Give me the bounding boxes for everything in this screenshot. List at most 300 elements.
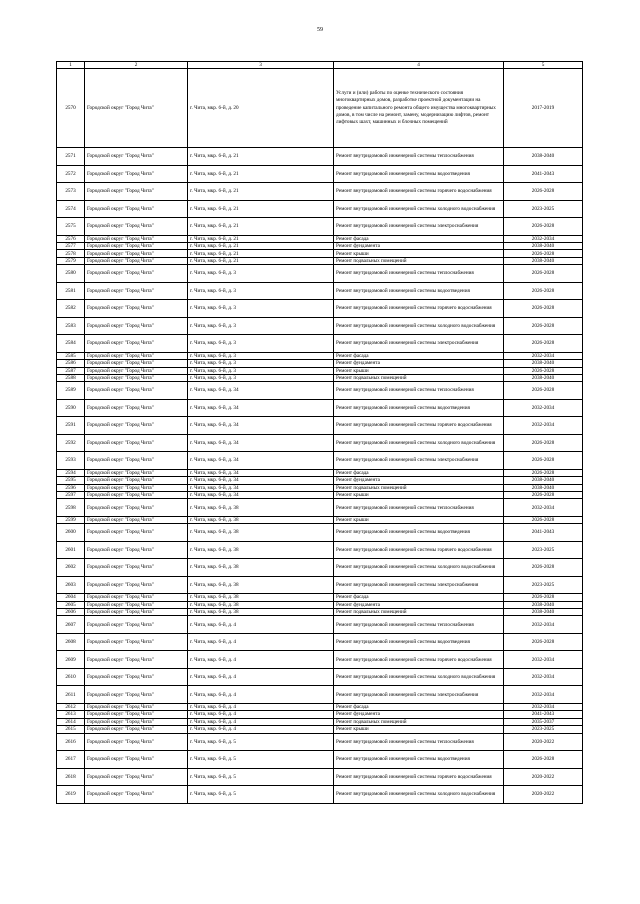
municipality-cell: Городской округ "Город Чита" [85,601,188,608]
row-number-cell: 2595 [57,477,85,484]
table-row [57,374,583,381]
period-cell: 2026-2028 [504,594,583,601]
municipality-cell: Городской округ "Город Чита" [85,360,188,367]
municipality-cell: Городской округ "Город Чита" [85,492,188,499]
period-cell: 2032-2034 [504,352,583,359]
address-cell: г. Чита, мкр. 6-й, д. 4 [188,616,334,634]
row-number-cell: 2605 [57,601,85,608]
row-number-cell: 2616 [57,733,85,751]
work-type-cell: Ремонт фундамента [334,477,504,484]
table-row [57,668,583,686]
row-number-cell: 2613 [57,711,85,718]
row-number-cell: 2576 [57,235,85,242]
municipality-cell: Городской округ "Город Чита" [85,257,188,264]
row-number-cell: 2609 [57,651,85,669]
work-type-cell: Ремонт внутридомовой инженерной системы холодного водоснабжения [334,434,504,452]
period-cell: 2026-2028 [504,250,583,257]
period-cell: 2026-2028 [504,434,583,452]
address-cell: г. Чита, мкр. 6-й, д. 38 [188,499,334,517]
municipality-cell: Городской округ "Город Чита" [85,524,188,542]
work-type-cell: Ремонт внутридомовой инженерной системы горячего водоснабжения [334,300,504,318]
address-cell: г. Чита, мкр. 6-й, д. 4 [188,686,334,704]
period-cell: 2032-2034 [504,668,583,686]
table-row [57,726,583,733]
row-number-cell: 2617 [57,751,85,769]
address-cell: г. Чита, мкр. 6-й, д. 21 [188,243,334,250]
work-type-cell: Ремонт фундамента [334,243,504,250]
address-cell: г. Чита, мкр. 6-й, д. 3 [188,300,334,318]
table-row [57,399,583,417]
address-cell: г. Чита, мкр. 6-й, д. 3 [188,317,334,335]
municipality-cell: Городской округ "Город Чита" [85,686,188,704]
page-number: 59 [317,27,323,33]
address-cell: г. Чита, мкр. 6-й, д. 34 [188,469,334,476]
row-number-cell: 2586 [57,360,85,367]
municipality-cell: Городской округ "Город Чита" [85,382,188,400]
table-row [57,218,583,236]
table-row [57,360,583,367]
municipality-cell: Городской округ "Город Чита" [85,265,188,283]
municipality-cell: Городской округ "Город Чита" [85,559,188,577]
table-row [57,235,583,242]
row-number-cell: 2574 [57,200,85,218]
row-number-cell: 2572 [57,165,85,183]
table-row [57,250,583,257]
table-row [57,601,583,608]
municipality-cell: Городской округ "Город Чита" [85,751,188,769]
work-type-cell: Ремонт внутридомовой инженерной системы электроснабжения [334,218,504,236]
municipality-cell: Городской округ "Город Чита" [85,335,188,353]
period-cell: 2026-2028 [504,492,583,499]
municipality-cell: Городской округ "Город Чита" [85,417,188,435]
address-cell: г. Чита, мкр. 6-й, д. 21 [188,183,334,201]
address-cell: г. Чита, мкр. 6-й, д. 5 [188,768,334,786]
municipality-cell: Городской округ "Город Чита" [85,374,188,381]
table-row [57,148,583,166]
row-number-cell: 2592 [57,434,85,452]
period-cell: 2032-2034 [504,686,583,704]
table-row [57,243,583,250]
address-cell: г. Чита, мкр. 6-й, д. 21 [188,200,334,218]
period-cell: 2038-2040 [504,243,583,250]
work-type-cell: Ремонт подвальных помещений [334,484,504,491]
municipality-cell: Городской округ "Город Чита" [85,183,188,201]
row-number-cell: 2571 [57,148,85,166]
address-cell: г. Чита, мкр. 6-й, д. 4 [188,718,334,725]
row-number-cell: 2579 [57,257,85,264]
work-type-cell: Ремонт фасада [334,469,504,476]
municipality-cell: Городской округ "Город Чита" [85,499,188,517]
row-number-cell: 2599 [57,516,85,523]
row-number-cell: 2584 [57,335,85,353]
row-number-cell: 2578 [57,250,85,257]
address-cell: г. Чита, мкр. 6-й, д. 21 [188,218,334,236]
row-number-cell: 2618 [57,768,85,786]
municipality-cell: Городской округ "Город Чита" [85,576,188,594]
row-number-cell: 2587 [57,367,85,374]
table-body [57,62,583,804]
period-cell: 2026-2028 [504,633,583,651]
row-number-cell: 2610 [57,668,85,686]
work-type-cell: Ремонт фундамента [334,601,504,608]
municipality-cell: Городской округ "Город Чита" [85,69,188,148]
capital-repair-table [56,61,583,804]
row-number-cell: 2581 [57,282,85,300]
work-type-cell: Ремонт фундамента [334,711,504,718]
table-row [57,559,583,577]
row-number-cell: 2615 [57,726,85,733]
municipality-cell: Городской округ "Город Чита" [85,243,188,250]
work-type-cell: Ремонт крыши [334,726,504,733]
table-row [57,492,583,499]
work-type-cell: Ремонт внутридомовой инженерной системы водоотведения [334,524,504,542]
row-number-cell: 2597 [57,492,85,499]
municipality-cell: Городской округ "Город Чита" [85,616,188,634]
period-cell: 2038-2040 [504,484,583,491]
row-number-cell: 2593 [57,452,85,470]
table-row [57,516,583,523]
period-cell: 2026-2028 [504,265,583,283]
period-cell: 2032-2034 [504,235,583,242]
period-cell: 2038-2040 [504,374,583,381]
municipality-cell: Городской округ "Город Чита" [85,148,188,166]
period-cell: 2041-2043 [504,524,583,542]
work-type-cell: Ремонт внутридомовой инженерной системы теплоснабжения [334,382,504,400]
address-cell: г. Чита, мкр. 6-й, д. 5 [188,751,334,769]
municipality-cell: Городской округ "Город Чита" [85,469,188,476]
table-row [57,541,583,559]
row-number-cell: 2607 [57,616,85,634]
municipality-cell: Городской округ "Город Чита" [85,399,188,417]
table-row [57,469,583,476]
row-number-cell: 2608 [57,633,85,651]
work-type-cell: Ремонт фасада [334,594,504,601]
address-cell: г. Чита, мкр. 6-й, д. 21 [188,250,334,257]
table-row [57,300,583,318]
table-row [57,594,583,601]
row-number-cell: 2575 [57,218,85,236]
period-cell: 2023-2025 [504,576,583,594]
table-row [57,609,583,616]
address-cell: г. Чита, мкр. 6-й, д. 38 [188,516,334,523]
table-row [57,69,583,148]
municipality-cell: Городской округ "Город Чита" [85,218,188,236]
work-type-cell: Ремонт внутридомовой инженерной системы теплоснабжения [334,499,504,517]
table-row [57,165,583,183]
work-type-cell: Ремонт внутридомовой инженерной системы горячего водоснабжения [334,183,504,201]
table-row [57,633,583,651]
address-cell: г. Чита, мкр. 6-й, д. 38 [188,576,334,594]
table-row [57,733,583,751]
table-row [57,651,583,669]
row-number-cell: 2604 [57,594,85,601]
table-row [57,768,583,786]
address-cell: г. Чита, мкр. 6-й, д. 4 [188,726,334,733]
period-cell: 2026-2028 [504,367,583,374]
address-cell: г. Чита, мкр. 6-й, д. 20 [188,69,334,148]
row-number-cell: 2600 [57,524,85,542]
address-cell: г. Чита, мкр. 6-й, д. 4 [188,703,334,710]
table-row [57,335,583,353]
address-cell: г. Чита, мкр. 6-й, д. 34 [188,382,334,400]
row-number-cell: 2612 [57,703,85,710]
work-type-cell: Ремонт крыши [334,516,504,523]
row-number-cell: 2611 [57,686,85,704]
header-cell: 4 [334,62,504,69]
row-number-cell: 2598 [57,499,85,517]
work-type-cell: Ремонт подвальных помещений [334,257,504,264]
table-row [57,183,583,201]
table-row [57,367,583,374]
period-cell: 2023-2025 [504,541,583,559]
municipality-cell: Городской округ "Город Чита" [85,594,188,601]
municipality-cell: Городской округ "Город Чита" [85,633,188,651]
work-type-cell: Ремонт крыши [334,250,504,257]
work-type-cell: Ремонт подвальных помещений [334,718,504,725]
row-number-cell: 2596 [57,484,85,491]
work-type-cell: Ремонт крыши [334,492,504,499]
municipality-cell: Городской округ "Город Чита" [85,200,188,218]
row-number-cell: 2573 [57,183,85,201]
table-row [57,452,583,470]
table-row [57,524,583,542]
address-cell: г. Чита, мкр. 6-й, д. 38 [188,594,334,601]
address-cell: г. Чита, мкр. 6-й, д. 21 [188,165,334,183]
address-cell: г. Чита, мкр. 6-й, д. 3 [188,335,334,353]
period-cell: 2038-2040 [504,257,583,264]
municipality-cell: Городской округ "Город Чита" [85,477,188,484]
period-cell: 2023-2025 [504,200,583,218]
table-row [57,200,583,218]
address-cell: г. Чита, мкр. 6-й, д. 4 [188,633,334,651]
work-type-cell: Ремонт внутридомовой инженерной системы водоотведения [334,399,504,417]
row-number-cell: 2570 [57,69,85,148]
period-cell: 2020-2022 [504,733,583,751]
work-type-cell: Ремонт внутридомовой инженерной системы холодного водоснабжения [334,559,504,577]
row-number-cell: 2594 [57,469,85,476]
work-type-cell: Услуги и (или) работы по оценке технического состояния многоквартирных домов, разработке проектной документации на проведение капитального ремонта общего имущества многоквартирных домов, в том числе на ремонт, замену, модернизацию лифтов, ремонт лифтовых шахт, машинных и блочных помещений [334,69,504,148]
period-cell: 2038-2040 [504,477,583,484]
address-cell: г. Чита, мкр. 6-й, д. 38 [188,524,334,542]
table-row [57,686,583,704]
row-number-cell: 2606 [57,609,85,616]
municipality-cell: Городской округ "Город Чита" [85,609,188,616]
municipality-cell: Городской округ "Город Чита" [85,250,188,257]
address-cell: г. Чита, мкр. 6-й, д. 3 [188,367,334,374]
table-row [57,499,583,517]
table-row [57,257,583,264]
municipality-cell: Городской округ "Город Чита" [85,668,188,686]
table-row [57,718,583,725]
municipality-cell: Городской округ "Город Чита" [85,768,188,786]
municipality-cell: Городской округ "Город Чита" [85,452,188,470]
table-row [57,282,583,300]
period-cell: 2026-2028 [504,183,583,201]
address-cell: г. Чита, мкр. 6-й, д. 4 [188,711,334,718]
work-type-cell: Ремонт внутридомовой инженерной системы водоотведения [334,751,504,769]
table-row [57,265,583,283]
work-type-cell: Ремонт внутридомовой инженерной системы теплоснабжения [334,265,504,283]
period-cell: 2023-2025 [504,726,583,733]
address-cell: г. Чита, мкр. 6-й, д. 3 [188,374,334,381]
row-number-cell: 2601 [57,541,85,559]
period-cell: 2026-2028 [504,516,583,523]
municipality-cell: Городской округ "Город Чита" [85,300,188,318]
address-cell: г. Чита, мкр. 6-й, д. 34 [188,492,334,499]
header-cell: 1 [57,62,85,69]
address-cell: г. Чита, мкр. 6-й, д. 34 [188,399,334,417]
period-cell: 2020-2022 [504,786,583,804]
period-cell: 2017-2019 [504,69,583,148]
work-type-cell: Ремонт внутридомовой инженерной системы электроснабжения [334,686,504,704]
period-cell: 2020-2022 [504,768,583,786]
header-cell: 5 [504,62,583,69]
table-row [57,382,583,400]
address-cell: г. Чита, мкр. 6-й, д. 38 [188,609,334,616]
municipality-cell: Городской округ "Город Чита" [85,711,188,718]
work-type-cell: Ремонт внутридомовой инженерной системы электроснабжения [334,576,504,594]
work-type-cell: Ремонт внутридомовой инженерной системы холодного водоснабжения [334,786,504,804]
period-cell: 2032-2034 [504,399,583,417]
address-cell: г. Чита, мкр. 6-й, д. 34 [188,484,334,491]
period-cell: 2038-2040 [504,148,583,166]
period-cell: 2038-2040 [504,360,583,367]
municipality-cell: Городской округ "Город Чита" [85,434,188,452]
address-cell: г. Чита, мкр. 6-й, д. 34 [188,434,334,452]
address-cell: г. Чита, мкр. 6-й, д. 3 [188,282,334,300]
municipality-cell: Городской округ "Город Чита" [85,367,188,374]
address-cell: г. Чита, мкр. 6-й, д. 34 [188,417,334,435]
address-cell: г. Чита, мкр. 6-й, д. 38 [188,541,334,559]
address-cell: г. Чита, мкр. 6-й, д. 5 [188,733,334,751]
address-cell: г. Чита, мкр. 6-й, д. 21 [188,235,334,242]
period-cell: 2032-2034 [504,499,583,517]
municipality-cell: Городской округ "Город Чита" [85,282,188,300]
period-cell: 2032-2034 [504,703,583,710]
work-type-cell: Ремонт подвальных помещений [334,609,504,616]
municipality-cell: Городской округ "Город Чита" [85,786,188,804]
municipality-cell: Городской округ "Город Чита" [85,317,188,335]
table-row [57,352,583,359]
municipality-cell: Городской округ "Город Чита" [85,352,188,359]
address-cell: г. Чита, мкр. 6-й, д. 3 [188,352,334,359]
municipality-cell: Городской округ "Город Чита" [85,733,188,751]
address-cell: г. Чита, мкр. 6-й, д. 38 [188,601,334,608]
address-cell: г. Чита, мкр. 6-й, д. 3 [188,265,334,283]
municipality-cell: Городской округ "Город Чита" [85,718,188,725]
work-type-cell: Ремонт фасада [334,235,504,242]
table-row [57,711,583,718]
work-type-cell: Ремонт внутридомовой инженерной системы водоотведения [334,282,504,300]
municipality-cell: Городской округ "Город Чита" [85,726,188,733]
period-cell: 2026-2028 [504,300,583,318]
period-cell: 2038-2040 [504,601,583,608]
work-type-cell: Ремонт внутридомовой инженерной системы водоотведения [334,165,504,183]
row-number-cell: 2619 [57,786,85,804]
municipality-cell: Городской округ "Город Чита" [85,235,188,242]
address-cell: г. Чита, мкр. 6-й, д. 5 [188,786,334,804]
municipality-cell: Городской округ "Город Чита" [85,484,188,491]
row-number-cell: 2603 [57,576,85,594]
work-type-cell: Ремонт фасада [334,352,504,359]
municipality-cell: Городской округ "Город Чита" [85,651,188,669]
period-cell: 2026-2028 [504,218,583,236]
municipality-cell: Городской округ "Город Чита" [85,165,188,183]
work-type-cell: Ремонт внутридомовой инженерной системы электроснабжения [334,452,504,470]
period-cell: 2026-2028 [504,751,583,769]
address-cell: г. Чита, мкр. 6-й, д. 3 [188,360,334,367]
municipality-cell: Городской округ "Город Чита" [85,516,188,523]
work-type-cell: Ремонт внутридомовой инженерной системы холодного водоснабжения [334,317,504,335]
work-type-cell: Ремонт фасада [334,703,504,710]
period-cell: 2041-2043 [504,711,583,718]
row-number-cell: 2591 [57,417,85,435]
period-cell: 2035-2037 [504,718,583,725]
address-cell: г. Чита, мкр. 6-й, д. 4 [188,668,334,686]
header-cell: 2 [85,62,188,69]
table-row [57,703,583,710]
row-number-cell: 2588 [57,374,85,381]
period-cell: 2026-2028 [504,282,583,300]
work-type-cell: Ремонт внутридомовой инженерной системы горячего водоснабжения [334,768,504,786]
work-type-cell: Ремонт внутридомовой инженерной системы водоотведения [334,633,504,651]
period-cell: 2026-2028 [504,452,583,470]
work-type-cell: Ремонт внутридомовой инженерной системы холодного водоснабжения [334,200,504,218]
work-type-cell: Ремонт фундамента [334,360,504,367]
address-cell: г. Чита, мкр. 6-й, д. 34 [188,452,334,470]
work-type-cell: Ремонт внутридомовой инженерной системы холодного водоснабжения [334,668,504,686]
address-cell: г. Чита, мкр. 6-й, д. 34 [188,477,334,484]
row-number-cell: 2585 [57,352,85,359]
row-number-cell: 2589 [57,382,85,400]
row-number-cell: 2583 [57,317,85,335]
period-cell: 2026-2028 [504,559,583,577]
work-type-cell: Ремонт внутридомовой инженерной системы теплоснабжения [334,148,504,166]
work-type-cell: Ремонт внутридомовой инженерной системы горячего водоснабжения [334,541,504,559]
period-cell: 2041-2043 [504,165,583,183]
work-type-cell: Ремонт крыши [334,367,504,374]
period-cell: 2032-2034 [504,417,583,435]
address-cell: г. Чита, мкр. 6-й, д. 21 [188,257,334,264]
table-row [57,576,583,594]
row-number-cell: 2614 [57,718,85,725]
period-cell: 2026-2028 [504,382,583,400]
period-cell: 2026-2028 [504,335,583,353]
municipality-cell: Городской округ "Город Чита" [85,541,188,559]
row-number-cell: 2602 [57,559,85,577]
table-header-row [57,62,583,69]
table-row [57,484,583,491]
work-type-cell: Ремонт внутридомовой инженерной системы электроснабжения [334,335,504,353]
table-row [57,434,583,452]
work-type-cell: Ремонт внутридомовой инженерной системы теплоснабжения [334,733,504,751]
row-number-cell: 2582 [57,300,85,318]
period-cell: 2032-2034 [504,616,583,634]
municipality-cell: Городской округ "Город Чита" [85,703,188,710]
table-row [57,417,583,435]
row-number-cell: 2590 [57,399,85,417]
table-row [57,317,583,335]
period-cell: 2038-2040 [504,609,583,616]
table-row [57,786,583,804]
work-type-cell: Ремонт внутридомовой инженерной системы горячего водоснабжения [334,651,504,669]
address-cell: г. Чита, мкр. 6-й, д. 38 [188,559,334,577]
table-row [57,751,583,769]
work-type-cell: Ремонт внутридомовой инженерной системы горячего водоснабжения [334,417,504,435]
row-number-cell: 2577 [57,243,85,250]
address-cell: г. Чита, мкр. 6-й, д. 4 [188,651,334,669]
period-cell: 2032-2034 [504,651,583,669]
